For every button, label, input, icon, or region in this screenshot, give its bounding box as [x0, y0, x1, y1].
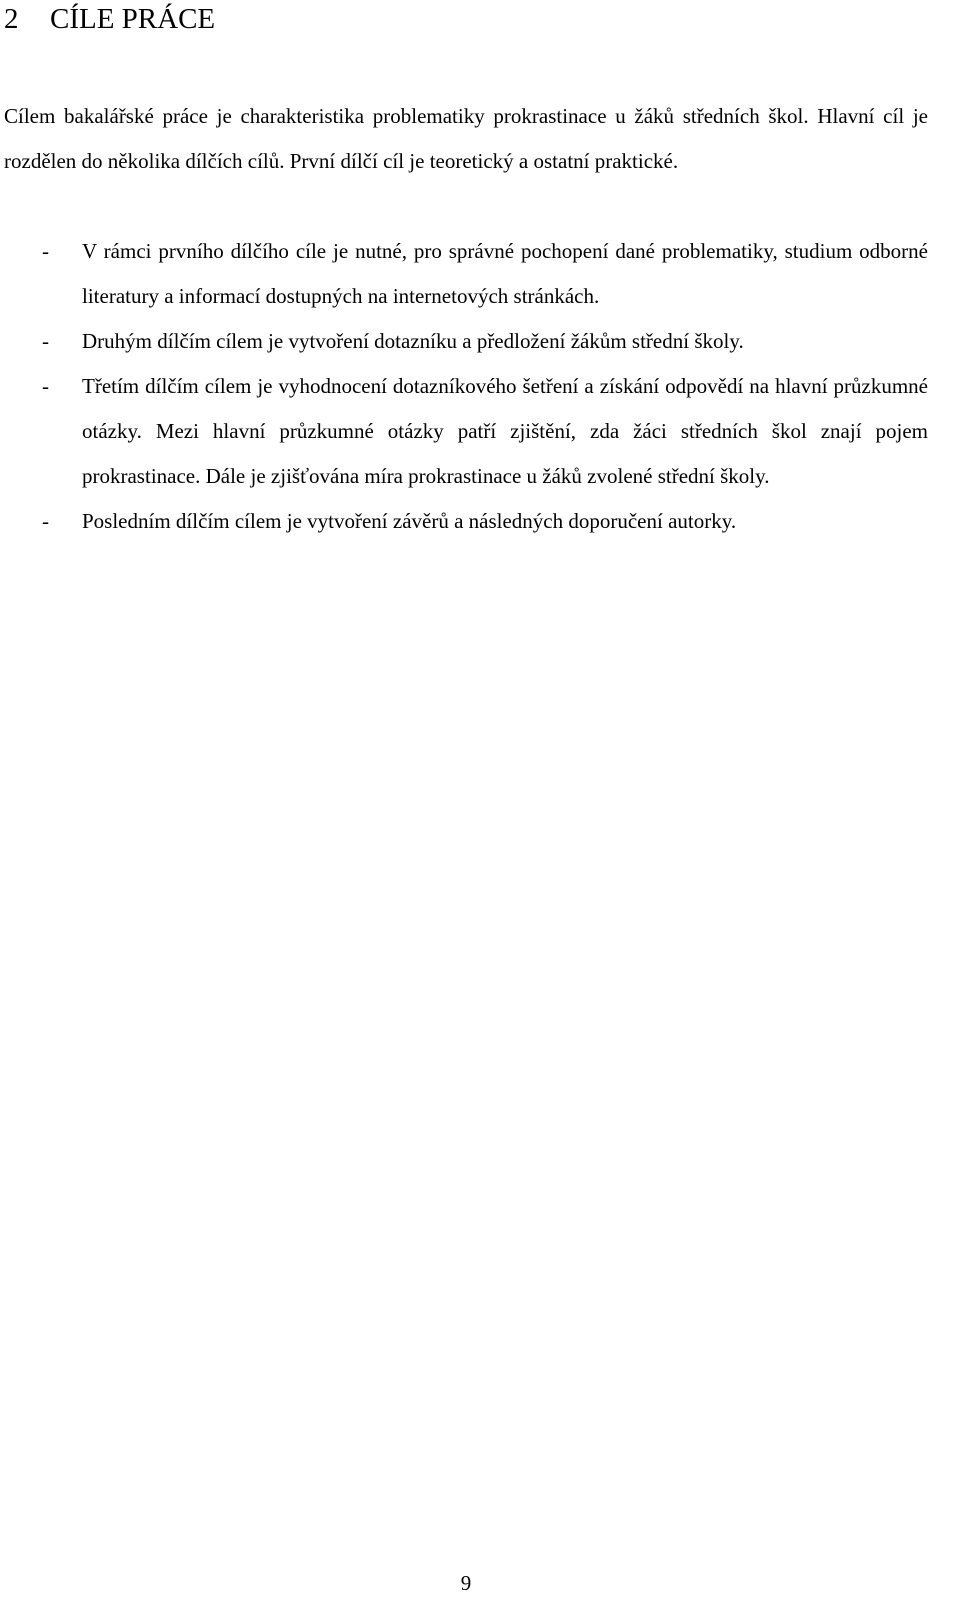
- intro-paragraph: Cílem bakalářské práce je charakteristika problematiky prokrastinace u žáků středních škol. Hlavní cíl je rozdělen do několika dílčích cílů. První dílčí cíl je teoretický a ostatní praktické.: [4, 104, 928, 173]
- list-item: [4, 319, 928, 364]
- list-item-marker: -: [42, 239, 49, 263]
- chapter-number: 2: [4, 3, 19, 35]
- chapter-heading: [4, 0, 215, 38]
- list-item-text: Druhým dílčím cílem je vytvoření dotazníku a předložení žákům střední školy.: [82, 329, 744, 353]
- list-item-text: V rámci prvního dílčího cíle je nutné, pro správné pochopení dané problematiky, studium odborné literatury a informací dostupných na internetových stránkách.: [82, 239, 928, 308]
- list-item-marker: -: [42, 509, 49, 533]
- chapter-title: CÍLE PRÁCE: [50, 3, 216, 35]
- list-item: [4, 364, 928, 499]
- list-item: [4, 499, 928, 544]
- page-number: 9: [460, 1571, 472, 1595]
- list-item-marker: -: [42, 374, 49, 398]
- list-item-text: Posledním dílčím cílem je vytvoření závěrů a následných doporučení autorky.: [82, 509, 737, 533]
- list-item: [4, 229, 928, 319]
- list-item-text: Třetím dílčím cílem je vyhodnocení dotazníkového šetření a získání odpovědí na hlavní průzkumné otázky. Mezi hlavní průzkumné otázky patří zjištění, zda žáci středních škol znají pojem prokrastinace. Dále je zjišťována míra prokrastinace u žáků zvolené střední školy.: [82, 374, 928, 488]
- goals-list: [4, 229, 928, 544]
- list-item-marker: -: [42, 329, 49, 353]
